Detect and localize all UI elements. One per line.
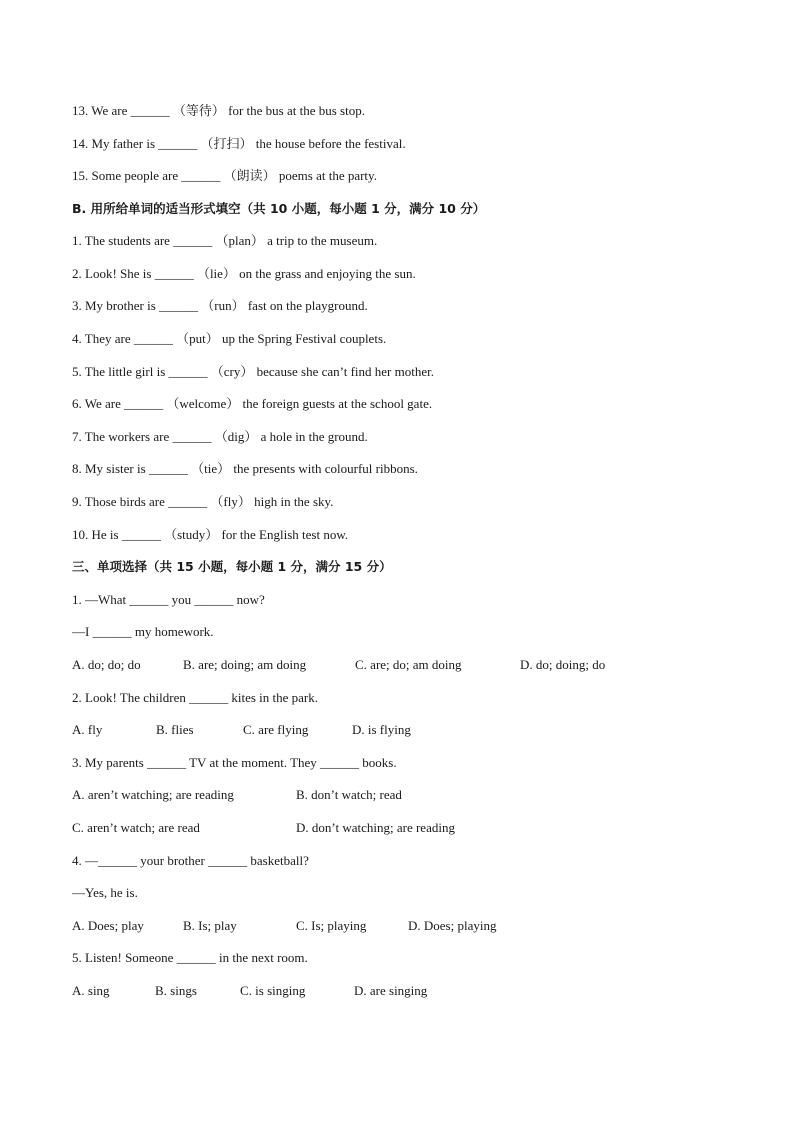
mc-q3-option-c: C. aren’t watch; are read <box>72 820 200 835</box>
mc-q1-option-d: D. do; doing; do <box>520 657 606 672</box>
mc-q4-line1: 4. —______ your brother ______ basketball? <box>72 853 309 868</box>
mc-q5-line1: 5. Listen! Someone ______ in the next room. <box>72 950 308 965</box>
question-a14: 14. My father is ______ （打扫） the house before the festival. <box>72 136 406 151</box>
question-b8: 8. My sister is ______ （tie） the presents with colourful ribbons. <box>72 461 418 476</box>
mc-q1-option-a: A. do; do; do <box>72 657 141 672</box>
mc-q1-option-b: B. are; doing; am doing <box>183 657 307 672</box>
question-b4: 4. They are ______ （put） up the Spring Festival couplets. <box>72 331 387 346</box>
mc-q3-line1: 3. My parents ______ TV at the moment. They ______ books. <box>72 755 397 770</box>
mc-q5-option-b: B. sings <box>155 983 197 998</box>
mc-q4-option-b: B. Is; play <box>183 918 237 933</box>
mc-q5-option-d: D. are singing <box>354 983 428 998</box>
mc-q2-option-c: C. are flying <box>243 722 309 737</box>
section-3-heading: 三、单项选择（共 15 小题，每小题 1 分，满分 15 分） <box>72 559 392 574</box>
question-b7: 7. The workers are ______ （dig） a hole in the ground. <box>72 429 368 444</box>
question-b9: 9. Those birds are ______ （fly） high in the sky. <box>72 494 334 509</box>
question-b5: 5. The little girl is ______ （cry） because she can’t find her mother. <box>72 364 434 379</box>
mc-q2-option-d: D. is flying <box>352 722 411 737</box>
mc-q1-line2: —I ______ my homework. <box>72 624 214 639</box>
question-b6: 6. We are ______ （welcome） the foreign guests at the school gate. <box>72 396 433 411</box>
question-b2: 2. Look! She is ______ （lie） on the grass and enjoying the sun. <box>72 266 416 281</box>
mc-q3-option-a: A. aren’t watching; are reading <box>72 787 234 802</box>
mc-q1-line1: 1. —What ______ you ______ now? <box>72 592 265 607</box>
mc-q2-line1: 2. Look! The children ______ kites in the park. <box>72 690 318 705</box>
mc-q2-option-a: A. fly <box>72 722 103 737</box>
mc-q4-option-c: C. Is; playing <box>296 918 367 933</box>
mc-q3-option-d: D. don’t watching; are reading <box>296 820 455 835</box>
question-b10: 10. He is ______ （study） for the English test now. <box>72 527 349 542</box>
mc-q5-option-c: C. is singing <box>240 983 306 998</box>
section-b-heading: B. 用所给单词的适当形式填空（共 10 小题，每小题 1 分，满分 10 分） <box>72 201 486 216</box>
mc-q2-option-b: B. flies <box>156 722 194 737</box>
question-a13: 13. We are ______ （等待） for the bus at the bus stop. <box>72 103 365 118</box>
question-a15: 15. Some people are ______ （朗读） poems at the party. <box>72 168 377 183</box>
question-b3: 3. My brother is ______ （run） fast on the playground. <box>72 298 368 313</box>
mc-q5-option-a: A. sing <box>72 983 110 998</box>
mc-q4-option-a: A. Does; play <box>72 918 144 933</box>
mc-q4-line2: —Yes, he is. <box>72 885 138 900</box>
mc-q4-option-d: D. Does; playing <box>408 918 497 933</box>
question-b1: 1. The students are ______ （plan） a trip to the museum. <box>72 233 378 248</box>
mc-q3-option-b: B. don’t watch; read <box>296 787 402 802</box>
mc-q1-option-c: C. are; do; am doing <box>355 657 462 672</box>
